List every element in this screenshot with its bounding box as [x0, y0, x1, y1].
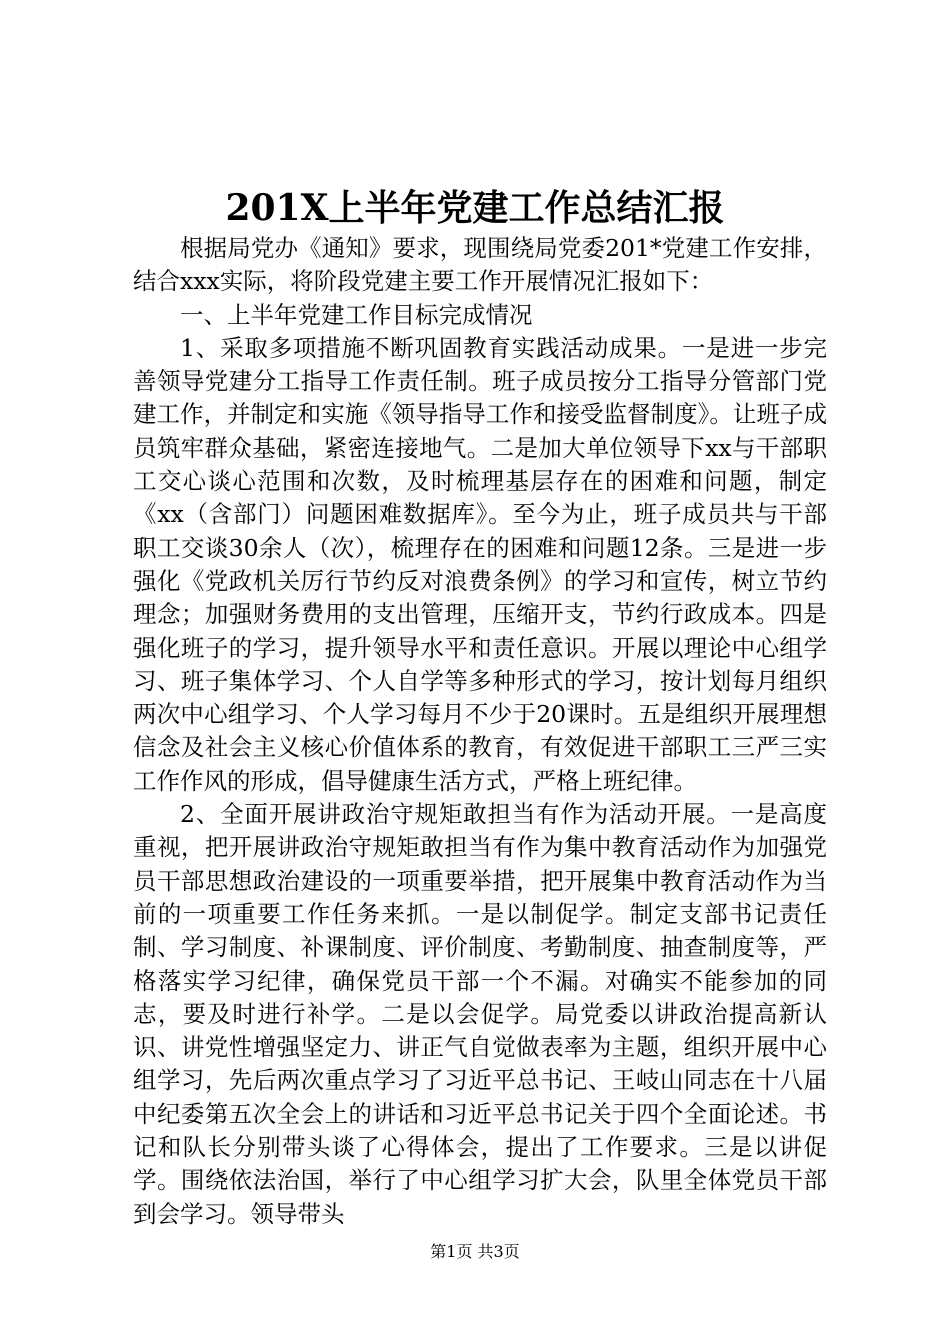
section-heading: 一、上半年党建工作目标完成情况 [180, 300, 533, 329]
paragraph-item-1: 1、采取多项措施不断巩固教育实践活动成果。一是进一步完善领导党建分工指导工作责任制。班子成员按分工指导分管部门党建工作，并制定和实施《领导指导工作和接受监督制度》。让班子成员筑牢群众基础，紧密连接地气。二是加大单位领导下xx与干部职工交心谈心范围和次数，及时梳理基层存在的困难和问题，制定《xx（含部门）问题困难数据库》。至今为止，班子成员共与干部职工交谈30余人（次），梳理存在的困难和问题12条。三是进一步强化《党政机关厉行节约反对浪费条例》的学习和宣传，树立节约理念；加强财务费用的支出管理，压缩开支，节约行政成本。四是强化班子的学习，提升领导水平和责任意识。开展以理论中心组学习、班子集体学习、个人自学等多种形式的学习，按计划每月组织两次中心组学习、个人学习每月不少于20课时。五是组织开展理想信念及社会主义核心价值体系的教育，有效促进干部职工三严三实工作作风的形成，倡导健康生活方式，严格上班纪律。 [133, 333, 827, 795]
paragraph-item-2: 2、全面开展讲政治守规矩敢担当有作为活动开展。一是高度重视，把开展讲政治守规矩敢担当有作为集中教育活动作为加强党员干部思想政治建设的一项重要举措，把开展集中教育活动作为当前的一项重要工作任务来抓。一是以制促学。制定支部书记责任制、学习制度、补课制度、评价制度、考勤制度、抽查制度等，严格落实学习纪律，确保党员干部一个不漏。对确实不能参加的同志，要及时进行补学。二是以会促学。局党委以讲政治提高新认识、讲党性增强坚定力、讲正气自觉做表率为主题，组织开展中心组学习，先后两次重点学习了习近平总书记、王岐山同志在十八届中纪委第五次全会上的讲话和习近平总书记关于四个全面论述。书记和队长分别带头谈了心得体会，提出了工作要求。三是以讲促学。围绕依法治国，举行了中心组学习扩大会，队里全体党员干部到会学习。领导带头 [133, 800, 827, 1228]
page-number-footer: 第1页 共3页 [430, 1242, 520, 1261]
paragraph-intro: 根据局党办《通知》要求，现围绕局党委201*党建工作安排，结合xxx实际，将阶段党建主要工作开展情况汇报如下： [133, 234, 827, 296]
document-body [133, 232, 827, 1231]
document-title: 201X上半年党建工作总结汇报 [225, 187, 725, 229]
